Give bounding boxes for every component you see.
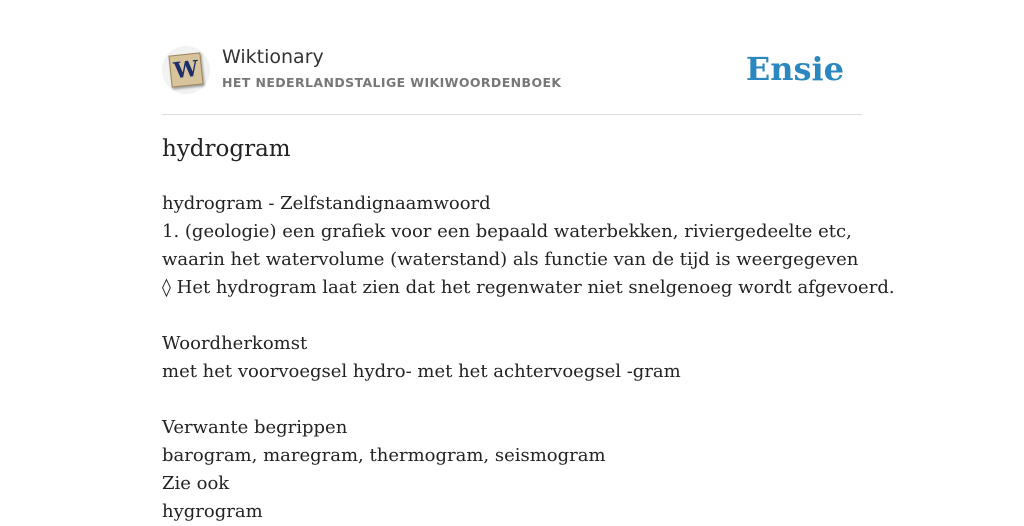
see-also-term: hygrogram [162,501,263,522]
site-header [162,44,862,115]
etymology-heading: Woordherkomst [162,333,308,354]
entry-heading: hydrogram - Zelfstandignaamwoord [162,193,491,214]
entry-content [162,190,895,526]
see-also-heading: Zie ook [162,473,230,494]
page-title: hydrogram [162,136,291,162]
related-heading: Verwante begrippen [162,417,348,438]
ensie-brand-link[interactable]: Ensie [745,50,844,88]
site-subtitle: HET NEDERLANDSTALIGE WIKIWOORDENBOEK [222,75,562,90]
spacer [162,386,862,414]
site-title[interactable]: Wiktionary [222,46,324,68]
example-sentence: ◊ Het hydrogram laat zien dat het regenwater niet snelgenoeg wordt afgevoerd. [162,277,895,298]
spacer [162,302,862,330]
logo-tile-icon [168,52,203,87]
related-terms: barogram, maregram, thermogram, seismogram [162,445,606,466]
logo-letter: W [172,55,200,85]
wiktionary-logo[interactable] [162,46,210,94]
definition-line: 1. (geologie) een grafiek voor een bepaald waterbekken, riviergedeelte etc, [162,221,852,242]
etymology-text: met het voorvoegsel hydro- met het achtervoegsel -gram [162,361,681,382]
definition-line-continued: waarin het watervolume (waterstand) als functie van de tijd is weergegeven [162,249,859,270]
